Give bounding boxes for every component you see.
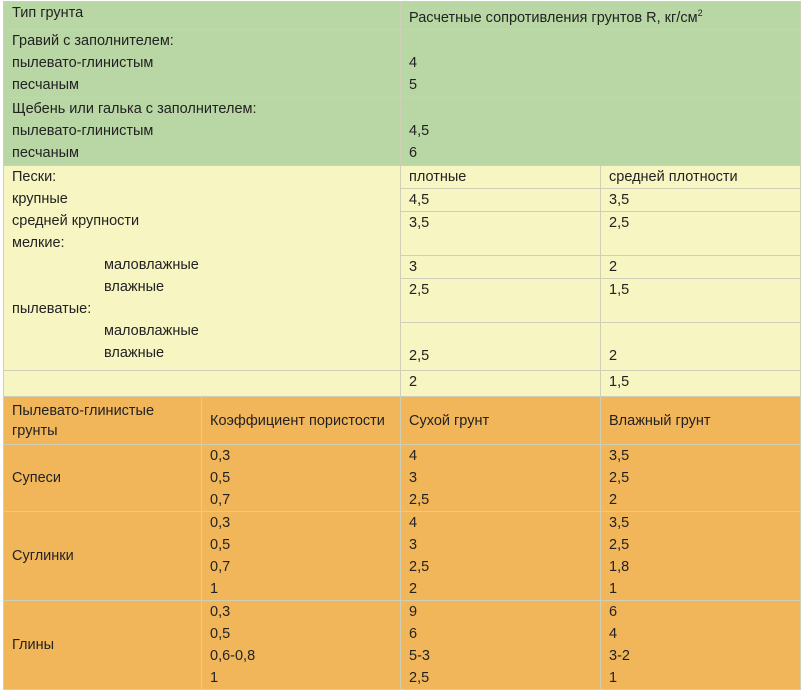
- sands-coarse-medium: 3,5: [601, 189, 801, 212]
- sands-col-medium: средней плотности: [601, 166, 801, 189]
- sands-title: Пески:: [12, 169, 57, 185]
- sands-medium-size-label: средней крупности: [12, 213, 140, 229]
- dry-value: 9: [409, 604, 418, 620]
- sands-silty-moist-row: [4, 371, 801, 397]
- dry-value: 2: [409, 581, 418, 597]
- porosity-value: 0,3: [210, 515, 231, 531]
- clay-group-row: [4, 512, 801, 601]
- gravel-sandy-value: 5: [409, 77, 418, 93]
- sands-fine-moist-label: влажные: [104, 279, 165, 295]
- wet-value: 1,8: [609, 559, 630, 575]
- wet-value: 6: [609, 604, 618, 620]
- clay-group-name: Глины: [4, 601, 202, 690]
- dry-value: 4: [409, 448, 418, 464]
- clay-groups: [4, 445, 801, 690]
- wet-value: 3-2: [609, 648, 630, 664]
- wet-value: 2: [609, 492, 618, 508]
- sands-silty-moist-dense: 2: [401, 371, 601, 397]
- sands-silty-values-medium: [601, 323, 801, 371]
- sands-silty-low-moist-medium: 2: [609, 348, 618, 364]
- gravel-sandy-label: песчаным: [12, 77, 80, 93]
- sands-silty-low-moist-dense: 2,5: [409, 348, 430, 364]
- dry-value: 4: [409, 515, 418, 531]
- clay-porosity-cell: [202, 512, 401, 601]
- clay-dry-cell: [401, 445, 601, 512]
- dry-value: 2,5: [409, 559, 430, 575]
- wet-value: 2,5: [609, 537, 630, 553]
- clay-header-dry: Сухой грунт: [401, 397, 601, 445]
- sands-labels: [4, 166, 401, 371]
- sands-fine-moist-dense: 2,5: [401, 279, 601, 323]
- clay-header-porosity: Коэффициент пористости: [202, 397, 401, 445]
- sands-fine-moist-medium: 1,5: [601, 279, 801, 323]
- sands-header-row: [4, 166, 801, 189]
- sands-col-dense: плотные: [401, 166, 601, 189]
- porosity-value: 1: [210, 581, 219, 597]
- header-soil-type: Тип грунта: [4, 2, 401, 30]
- sands-silty-moist-medium: 1,5: [601, 371, 801, 397]
- sands-medium-size-medium: 2,5: [601, 212, 801, 256]
- wet-value: 3,5: [609, 515, 630, 531]
- gravel-silty-label: пылевато-глинистым: [12, 55, 154, 71]
- porosity-value: 0,5: [210, 470, 231, 486]
- clay-dry-cell: [401, 512, 601, 601]
- clay-dry-cell: [401, 601, 601, 690]
- crushed-title: Щебень или галька с заполнителем:: [12, 101, 257, 117]
- wet-value: 1: [609, 670, 618, 686]
- sands-silty-moist-label: влажные: [104, 345, 165, 361]
- clay-wet-cell: [601, 445, 801, 512]
- wet-value: 4: [609, 626, 618, 642]
- sands-fine-low-moist-medium: 2: [601, 256, 801, 279]
- clay-wet-cell: [601, 601, 801, 690]
- wet-value: 2,5: [609, 470, 630, 486]
- crushed-labels: [4, 98, 401, 166]
- porosity-value: 0,7: [210, 559, 231, 575]
- wet-value: 1: [609, 581, 618, 597]
- porosity-value: 0,3: [210, 448, 231, 464]
- crushed-silty-label: пылевато-глинистым: [12, 123, 154, 139]
- dry-value: 3: [409, 470, 418, 486]
- sands-fine-label: мелкие:: [12, 235, 65, 251]
- clay-header-soil: Пылевато-глинистые грунты: [4, 397, 202, 445]
- clay-group-row: [4, 601, 801, 690]
- soil-resistance-table: [3, 1, 801, 690]
- sands-medium-size-dense: 3,5: [401, 212, 601, 256]
- clay-wet-cell: [601, 512, 801, 601]
- porosity-value: 0,5: [210, 537, 231, 553]
- header-resistance-sup: 2: [697, 8, 703, 18]
- gravel-row: [4, 30, 801, 98]
- crushed-sandy-value: 6: [409, 145, 418, 161]
- sands-silty-low-moist-label: маловлажные: [104, 323, 199, 339]
- dry-value: 2,5: [409, 670, 430, 686]
- sands-coarse-dense: 4,5: [401, 189, 601, 212]
- sands-coarse-label: крупные: [12, 191, 68, 207]
- crushed-row: [4, 98, 801, 166]
- dry-value: 6: [409, 626, 418, 642]
- crushed-values: [401, 98, 801, 166]
- gravel-values: [401, 30, 801, 98]
- dry-value: 3: [409, 537, 418, 553]
- header-resistance-text: Расчетные сопротивления грунтов R, кг/см: [409, 9, 698, 26]
- porosity-value: 0,7: [210, 492, 231, 508]
- dry-value: 5-3: [409, 648, 430, 664]
- sands-silty-label: пылеватые:: [12, 301, 92, 317]
- crushed-sandy-label: песчаным: [12, 145, 80, 161]
- dry-value: 2,5: [409, 492, 430, 508]
- clay-group-name: Суглинки: [4, 512, 202, 601]
- wet-value: 3,5: [609, 448, 630, 464]
- clay-group-name: Супеси: [4, 445, 202, 512]
- crushed-silty-value: 4,5: [409, 123, 430, 139]
- porosity-value: 0,3: [210, 604, 231, 620]
- sands-labels-spacer: [4, 371, 401, 397]
- sands-fine-low-moist-dense: 3: [401, 256, 601, 279]
- gravel-title: Гравий с заполнителем:: [12, 33, 174, 49]
- gravel-labels: [4, 30, 401, 98]
- clay-porosity-cell: [202, 601, 401, 690]
- porosity-value: 1: [210, 670, 219, 686]
- header-resistance: [401, 2, 801, 30]
- clay-group-row: [4, 445, 801, 512]
- clay-porosity-cell: [202, 445, 401, 512]
- gravel-silty-value: 4: [409, 55, 418, 71]
- porosity-value: 0,6-0,8: [210, 648, 256, 664]
- clay-header-wet: Влажный грунт: [601, 397, 801, 445]
- clay-header-row: [4, 397, 801, 445]
- porosity-value: 0,5: [210, 626, 231, 642]
- sands-silty-values-dense: [401, 323, 601, 371]
- table-header-row: [4, 2, 801, 30]
- sands-fine-low-moist-label: маловлажные: [104, 257, 199, 273]
